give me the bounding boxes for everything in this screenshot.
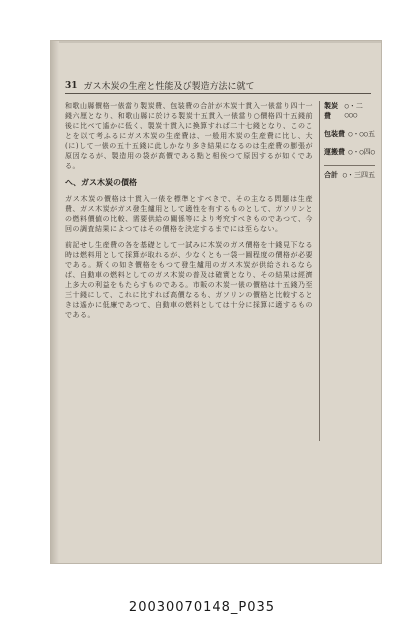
body-text xyxy=(65,101,313,551)
body-paragraph: ガス木炭の價格は十貫入一俵を標準とすべきで、その主なる問題は生産費、ガス木炭がガス發生爐用として適性を有するものとして、ガソリンとの燃料價値の比較、需要供給の關係等により考究すべきものであつて、今回の調査結果によつてはその價格を決定するまでには至らない。 xyxy=(65,195,313,233)
running-header-title: ガス木炭の生産と性能及び製造方法に就て xyxy=(83,82,255,92)
body-paragraph: 前記せし生産費の各を基礎として一試みに木炭のガス價格を十錢見下なる時は燃料用として採算が取れるが、少なくとも一袋一圓程度の價格が必要である。斯くの如き價格をもつて發生爐用のガス木炭が供給されるならば、自動車の燃料としてのガス木炭の普及は確實となり、その結果は經濟上多大の利益をもたらすものである。市販の木炭一俵の價格は十五錢乃至三十錢にして、これに比すれば高價なるも、ガソリンの價格と比較するときは遙かに低廉であつて、自動車の燃料としては十分に採算に適するものである。 xyxy=(65,241,313,319)
running-header xyxy=(65,79,371,92)
document-page xyxy=(50,40,382,564)
cost-value: ○・○○五 xyxy=(348,130,375,138)
page-number: 31 xyxy=(65,80,78,91)
cost-value: ○・三四五 xyxy=(342,171,375,179)
header-rule xyxy=(65,93,371,94)
cost-label: 運搬費 xyxy=(324,147,345,156)
cost-label: 合計 xyxy=(324,170,338,179)
page-binding-shadow xyxy=(51,41,59,563)
cost-label: 包装費 xyxy=(324,129,345,138)
cost-value: ○・二○○○ xyxy=(344,102,363,119)
cost-table xyxy=(319,101,375,441)
cost-row xyxy=(324,129,375,139)
cost-row-total xyxy=(324,165,375,180)
cost-label: 製炭費 xyxy=(324,101,338,120)
image-caption: 20030070148_P035 xyxy=(128,600,276,615)
section-heading: へ、ガス木炭の價格 xyxy=(65,177,137,187)
cost-row xyxy=(324,147,375,157)
body-paragraph: 和歌山縣價格一俵當り製炭費、包装費の合計が木炭十貫入一俵當り四十一錢六厘となり、和歌山縣に於ける製炭十五貫入一俵當り○價格四十五錢前後に比べて遙かに低く、製炭十貫入に換算すれば二十七錢となり、このことを以て考ふるにガス木炭の生産費は、一般用木炭の生産費に比し、大(に)して一俵の五十五錢に此しかなり多き結果になるのは生産費の膨張が原因なるが、製造用の袋が高價である點と相俟つて原因するが如くである。 xyxy=(65,102,313,170)
cost-value: ○・○四○ xyxy=(348,148,375,156)
cost-row xyxy=(324,101,375,121)
